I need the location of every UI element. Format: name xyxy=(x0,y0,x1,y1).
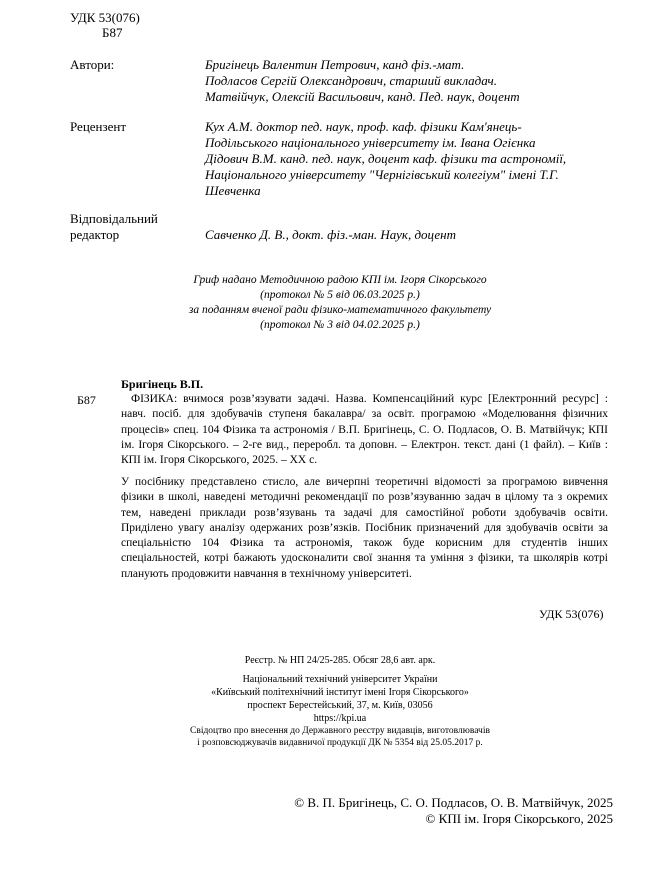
editor-name: Савченко Д. В., докт. фіз.-ман. Наук, доцент xyxy=(205,227,456,242)
reviewer-line: Шевченка xyxy=(205,183,261,198)
reviewer-line: Подільського національного університету ім. Івана Огієнка xyxy=(205,135,536,150)
publisher-line: проспект Берестейський, 37, м. Київ, 03056 xyxy=(247,700,433,711)
author-mark-code: Б87 xyxy=(102,25,123,40)
copyright-line: © КПІ ім. Ігоря Сікорського, 2025 xyxy=(425,811,613,826)
reviewer-label: Рецензент xyxy=(70,119,127,134)
approval-line: (протокол № 3 від 04.02.2025 р.) xyxy=(260,319,420,331)
copyright-block xyxy=(294,795,613,827)
authors-list xyxy=(205,57,605,105)
reviewer-line: Дідович В.М. канд. пед. наук, доцент каф. фізики та астрономії, xyxy=(205,151,567,166)
approval-line: (протокол № 5 від 06.03.2025 р.) xyxy=(260,289,420,301)
udk-block-top xyxy=(70,10,140,40)
approval-line: Гриф надано Методичною радою КПІ ім. Ігоря Сікорського xyxy=(193,274,487,286)
certificate-line: Свідоцтво про внесення до Державного реєстру видавців, виготовлювачів xyxy=(190,726,490,736)
editor-label xyxy=(70,211,158,243)
catalog-author-heading: Бригінець В.П. xyxy=(121,377,204,391)
reviewers-list xyxy=(205,119,605,199)
author-line: Подласов Сергій Олександрович, старший викладач. xyxy=(205,73,498,88)
author-line: Бригінець Валентин Петрович, канд фіз.-мат. xyxy=(205,57,465,72)
catalog-code: Б87 xyxy=(77,393,96,407)
catalog-description: ФІЗИКА: вчимося розв’язувати задачі. Назва. Компенсаційний курс [Електронний ресурс] : навч. посіб. для здобувачів ступеня бакалавра/ за освіт. програмою «Моделювання фізичних процесів» спец. 104 Фізика та астрономія / В.П. Бригінець, С. О. Подласов, О. В. Матвійчук; КПІ ім. Ігоря Сікорського. – 2-ге вид., переробл. та доповн. – Електрон. текст. дані (1 файл). – Київ : КПІ ім. Ігоря Сікорського, 2025. – ХХ с. xyxy=(121,393,608,467)
certificate-line: і розповсюджувачів видавничої продукції ДК № 5354 від 25.05.2017 р. xyxy=(197,738,483,748)
udk-code-bottom: УДК 53(076) xyxy=(539,607,604,621)
publisher-line: Національний технічний університет України xyxy=(242,674,438,685)
editor-label-line: Відповідальний xyxy=(70,211,158,226)
certificate-block xyxy=(140,725,540,749)
approval-stamp xyxy=(150,273,530,333)
publisher-block xyxy=(140,673,540,725)
reviewer-line: Кух А.М. доктор пед. наук, проф. каф. фізики Кам'янець- xyxy=(205,119,522,134)
udk-code: УДК 53(076) xyxy=(70,10,140,25)
publisher-line: «Київський політехнічний інститут імені Ігоря Сікорського» xyxy=(211,687,469,698)
copyright-line: © В. П. Бригінець, С. О. Подласов, О. В. Матвійчук, 2025 xyxy=(294,795,613,810)
editor-label-line: редактор xyxy=(70,227,120,242)
authors-label: Автори: xyxy=(70,57,115,72)
publisher-url: https://kpi.ua xyxy=(313,713,367,724)
reviewer-line: Національного університету "Чернігівський колегіум" імені Т.Г. xyxy=(205,167,559,182)
approval-line: за поданням вченої ради фізико-математичного факультету xyxy=(188,304,492,316)
author-line: Матвійчук, Олексій Васильович, канд. Пед. наук, доцент xyxy=(205,89,520,104)
register-line: Реєстр. № НП 24/25-285. Обсяг 28,6 авт. арк. xyxy=(244,655,436,666)
annotation-paragraph: У посібнику представлено стисло, але вичерпні теоретичні відомості за програмою вивчення фізики в школі, наведені методичні рекомендації по розв’язуванню задач в цілому та з окремих тем, наведені приклади розв’язувань та задачі для самостійної роботи здобувачів освіти. Приділено увагу аналізу одержаних розв’язків. Посібник призначений для здобувачів освіти за спеціальністю 104 Фізика та астрономія, також буде корисним для студентів інших спеціальностей, котрі бажають удосконалити свої знання та уміння з фізики, та школярів котрі планують продовжити навчання в технічному університеті. xyxy=(121,476,608,580)
